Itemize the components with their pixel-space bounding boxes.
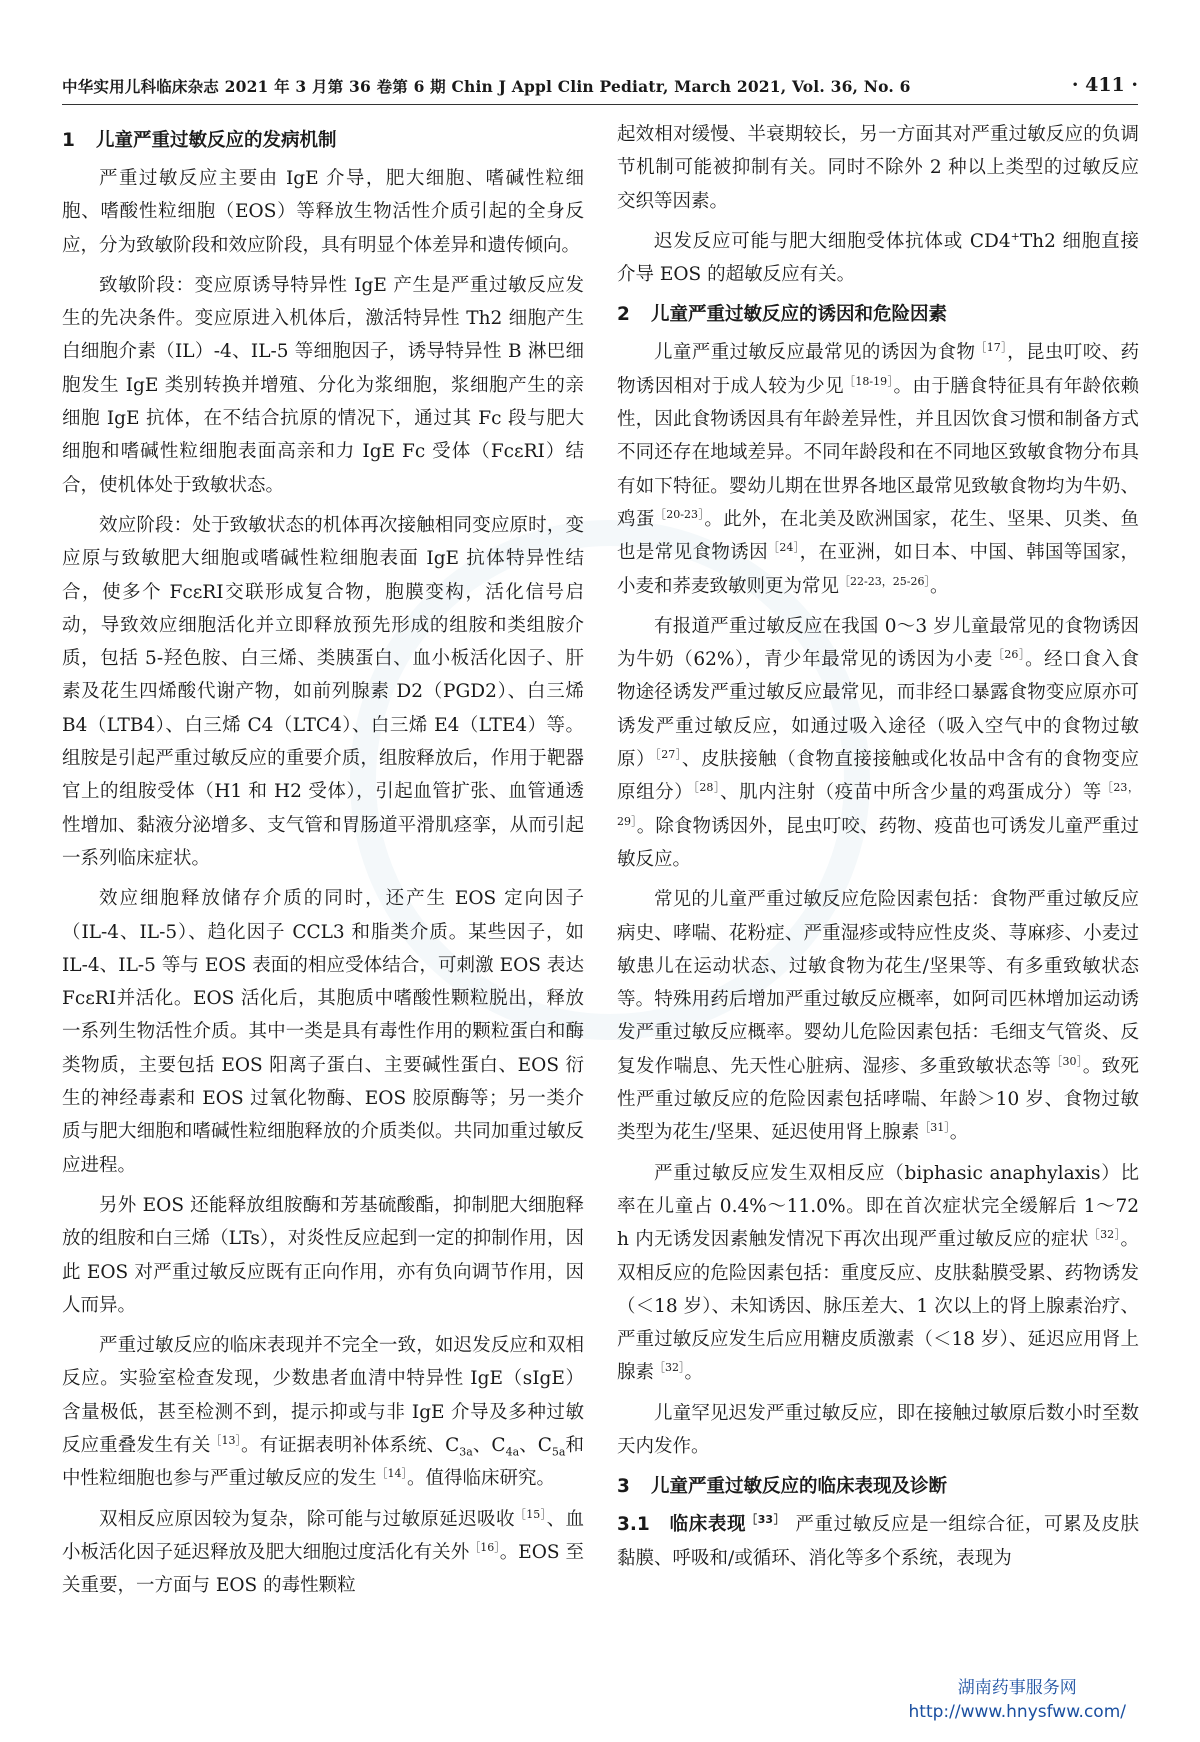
paragraph: 另外 EOS 还能释放组胺酶和芳基硫酸酯，抑制肥大细胞释放的组胺和白三烯（LTs），对炎性反应起到一定的抑制作用，因此 EOS 对严重过敏反应既有正向作用，亦有负向调节作用，因人而异。	[62, 1194, 584, 1316]
citation-ref: ［16］	[469, 1540, 500, 1554]
right-column	[617, 118, 1139, 1582]
paragraph: 双相反应原因较为复杂，除可能与过敏原延迟吸收$^{[15]}$、血小板活化因子延迟释放及肥大细胞过度活化有关外$^{[16]}$。EOS 至关重要，一方面与 EOS 的毒性颗粒	[62, 1507, 584, 1597]
paragraph: 常见的儿童严重过敏反应危险因素包括：食物严重过敏反应病史、哮喘、花粉症、严重湿疹或特应性皮炎、荨麻疹、小麦过敏患儿在运动状态、过敏食物为花生/坚果等、有多重致敏状态等。特殊用药后增加严重过敏反应概率，如阿司匹林增加运动诱发严重过敏反应概率。婴幼儿危险因素包括：毛细支气管炎、反复发作喘息、先天性心脏病、湿疹、多重致敏状态等$^{[30]}$。致死性严重过敏反应的危险因素包括哮喘、年龄＞10 岁、食物过敏类型为花生/坚果、延迟使用肾上腺素$^{[31]}$。	[617, 889, 1139, 1144]
site-name: 湖南药事服务网	[957, 1678, 1077, 1698]
journal-citation: 中华实用儿科临床杂志 2021 年 3 月第 36 卷第 6 期 Chin J Appl Clin Pediatr, March 2021, Vol. 36, No. 6	[62, 77, 911, 96]
site-url: http://www.hnysfww.com/	[908, 1702, 1126, 1722]
citation-ref: ［13］	[210, 1433, 242, 1447]
section-heading-3: 3 儿童严重过敏反应的临床表现及诊断	[617, 1476, 948, 1498]
left-column	[62, 118, 584, 1609]
paragraph: 效应细胞释放储存介质的同时，还产生 EOS 定向因子（IL-4、IL-5）、趋化因子 CCL3 和脂类介质。某些因子，如 IL-4、IL-5 等与 EOS 表面的相应受体结合，可刺激 EOS 表达 FcεRI并活化。EOS 活化后，其胞质中嗜酸性颗粒脱出，释放一系列生物活性介质。其中一类是具有毒性作用的颗粒蛋白和酶类物质，主要包括 EOS 阳离子蛋白、主要碱性蛋白、EOS 衍生的神经毒素和 EOS 过氧化物酶、EOS 胶原酶等；另一类介质与肥大细胞和嗜碱性粒细胞释放的介质类似。共同加重过敏反应进程。	[62, 888, 584, 1176]
section-heading-1: 1 儿童严重过敏反应的发病机制	[62, 130, 337, 151]
citation-ref: ［14］	[376, 1467, 408, 1481]
paragraph: 严重过敏反应的临床表现并不完全一致，如迟发反应和双相反应。实验室检查发现，少数患者血清中特异性 IgE（sIgE）含量极低，甚至检测不到，提示抑或与非 IgE 介导及多种过敏反应重叠发生有关$^{[13]}$。有证据表明补体系统、$C_{3a}$、$C_{4a}$、$C_{5a}$和中性粒细胞也参与严重过敏反应的发生$^{[14]}$。值得临床研究。	[62, 1335, 585, 1490]
page-number: · 411 ·	[1071, 74, 1138, 96]
paragraph: 效应阶段：处于致敏状态的机体再次接触相同变应原时，变应原与致敏肥大细胞或嗜碱性粒细胞表面 IgE 抗体特异性结合，使多个 FcεRI交联形成复合物，胞膜变构，活化信号启动，导致效应细胞活化并立即释放预先形成的组胺和类组胺介质，包括 5-羟色胺、白三烯、类胰蛋白、血小板活化因子、肝素及花生四烯酸代谢产物，如前列腺素 D2（PGD2）、白三烯 B4（LTB4）、白三烯 C4（LTC4）、白三烯 E4（LTE4）等。组胺是引起严重过敏反应的重要介质，组胺释放后，作用于靶器官上的组胺受体（H1 和 H2 受体），引起血管扩张、血管通透性增加、黏液分泌增多、支气管和胃肠道平滑肌痉挛，从而引起一系列临床症状。	[62, 514, 584, 869]
citation-ref: ［15］	[514, 1507, 547, 1521]
paragraph: 有报道严重过敏反应在我国 0～3 岁儿童最常见的食物诱因为牛奶（62%），青少年最常见的诱因为小麦$^{[26]}$。经口食入食物途径诱发严重过敏反应最常见，而非经口暴露食物变应原亦可诱发严重过敏反应，如通过吸入途径（吸入空气中的食物过敏原）$^{[27]}$、皮肤接触（食物直接接触或化妆品中含有的食物变应原组分）$^{[28]}$、肌内注射（疫苗中所含少量的鸡蛋成分）等$^{[23,29]}$。除食物诱因外，昆虫叮咬、药物、疫苗也可诱发儿童严重过敏反应。	[617, 615, 1139, 870]
paragraph: 严重过敏反应主要由 IgE 介导，肥大细胞、嗜碱性粒细胞、嗜酸性粒细胞（EOS）等释放生物活性介质引起的全身反应，分为致敏阶段和效应阶段，具有明显个体差异和遗传倾向。	[62, 168, 584, 256]
section-heading-2: 2 儿童严重过敏反应的诱因和危险因素	[617, 304, 948, 326]
paragraph: 儿童严重过敏反应最常见的诱因为食物$^{[17]}$，昆虫叮咬、药物诱因相对于成人较为少见$^{[18-19]}$。由于膳食特征具有年龄依赖性，因此食物诱因具有年龄差异性，并且因饮食习惯和制备方式不同还存在地域差异。不同年龄段和在不同地区致敏食物分布具有如下特征。婴幼儿期在世界各地区最常见致敏食物均为牛奶、鸡蛋$^{[20-23]}$。此外，在北美及欧洲国家，花生、坚果、贝类、鱼也是常见食物诱因$^{[24]}$，在亚洲，如日本、中国、韩国等国家，小麦和荞麦致敏则更为常见$^{[22-23,25-26]}$。	[617, 341, 1139, 597]
paragraph: 迟发反应可能与肥大细胞受体抗体或 CD4+Th2 细胞直接介导 EOS 的超敏反应有关。	[617, 229, 1140, 286]
running-header	[62, 74, 1138, 105]
subsection-3-1: 3.1 临床表现$^{[33]}$ 严重过敏反应是一组综合征，可累及皮肤黏膜、呼吸和/或循环、消化等多个系统，表现为	[617, 1513, 1139, 1569]
site-watermark	[909, 1676, 1126, 1724]
paragraph: 严重过敏反应发生双相反应（biphasic anaphylaxis）比率在儿童占 0.4%～11.0%。即在首次症状完全缓解后 1～72 h 内无诱发因素触发情况下再次出现严重过敏反应的症状$^{[32]}$。双相反应的危险因素包括：重度反应、皮肤黏膜受累、药物诱发（＜18 岁）、未知诱因、脉压差大、1 次以上的肾上腺素治疗、严重过敏反应发生后应用糖皮质激素（＜18 岁）、延迟应用肾上腺素$^{[32]}$。	[617, 1162, 1139, 1384]
paragraph: 致敏阶段：变应原诱导特异性 IgE 产生是严重过敏反应发生的先决条件。变应原进入机体后，激活特异性 Th2 细胞产生白细胞介素（IL）-4、IL-5 等细胞因子，诱导特异性 B 淋巴细胞发生 IgE 类别转换并增殖、分化为浆细胞，浆细胞产生的亲细胞 IgE 抗体，在不结合抗原的情况下，通过其 Fc 段与肥大细胞和嗜碱性粒细胞表面高亲和力 IgE Fc 受体（FcεRI）结合，使机体处于致敏状态。	[62, 274, 584, 496]
paragraph: 儿童罕见迟发严重过敏反应，即在接触过敏原后数小时至数天内发作。	[617, 1402, 1139, 1457]
paragraph-continued: 起效相对缓慢、半衰期较长，另一方面其对严重过敏反应的负调节机制可能被抑制有关。同时不除外 2 种以上类型的过敏反应交织等因素。	[617, 124, 1139, 212]
